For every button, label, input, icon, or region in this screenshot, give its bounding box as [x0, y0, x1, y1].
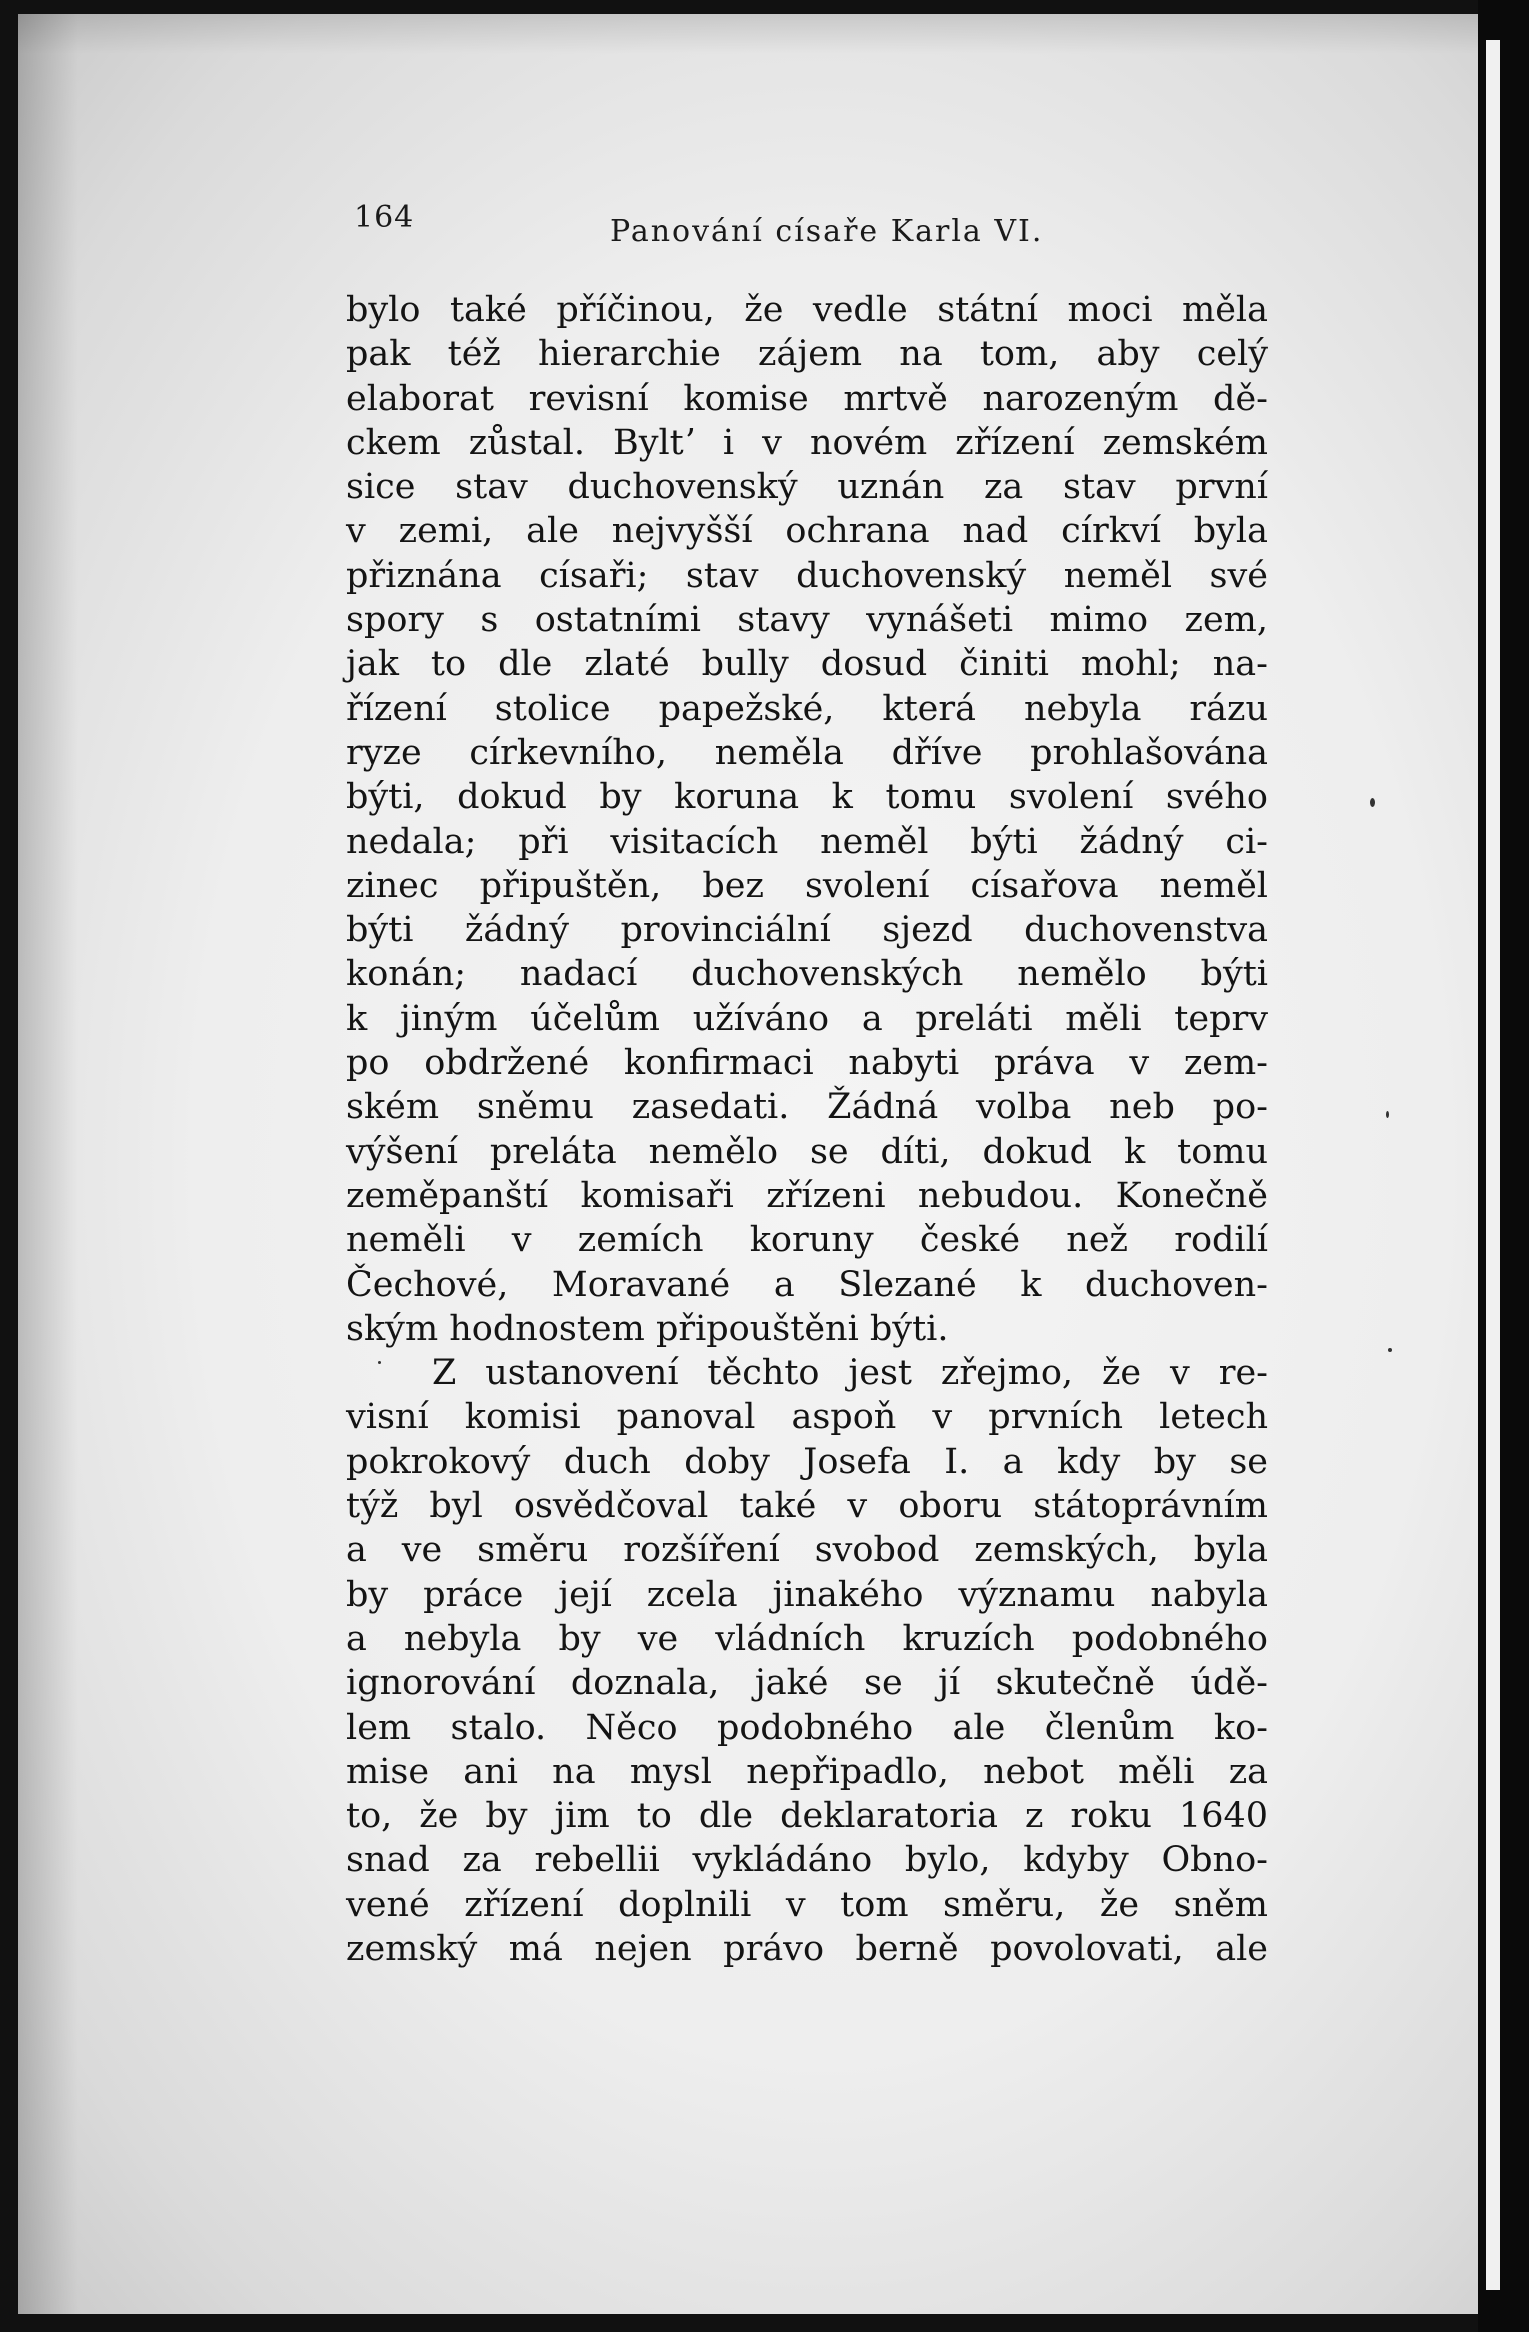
text-line: ryze církevního, neměla dříve prohlašována — [346, 732, 1268, 773]
text-line: nedala; při visitacích neměl býti žádný ci- — [346, 821, 1268, 862]
text-line: zeměpanští komisaři zřízeni nebudou. Konečně — [346, 1175, 1268, 1216]
text-line: mise ani na mysl nepřipadlo, nebot měli za — [346, 1751, 1268, 1792]
text-line: ckem zůstal. Byltʼ i v novém zřízení zemském — [346, 422, 1268, 463]
text-line: týž byl osvědčoval také v oboru státoprávním — [346, 1486, 1268, 1527]
text-line: ignorování doznala, jaké se jí skutečně údě- — [346, 1663, 1268, 1704]
running-head — [340, 200, 1280, 260]
text-line: řízení stolice papežské, která nebyla rázu — [346, 688, 1268, 729]
text-line: ském sněmu zasedati. Žádná volba neb po- — [346, 1087, 1268, 1128]
text-line: vené zřízení doplnili v tom směru, že sněm — [346, 1884, 1268, 1925]
dust-speck — [1388, 1348, 1392, 1352]
next-page-edge — [1478, 0, 1529, 2332]
text-line: a nebyla by ve vládních kruzích podobného — [346, 1618, 1268, 1659]
dust-speck — [1386, 1111, 1389, 1118]
text-line: zemský má nejen právo berně povolovati, ale — [346, 1928, 1268, 1969]
next-page-strip — [1486, 40, 1500, 2290]
text-line: by práce její zcela jinakého významu nabyla — [346, 1574, 1268, 1615]
text-line: neměli v zemích koruny české než rodilí — [346, 1220, 1268, 1261]
paragraph-last-line: ským hodnostem připouštěni býti. — [346, 1308, 949, 1349]
dust-speck — [1370, 798, 1375, 807]
text-line: konán; nadací duchovenských nemělo býti — [346, 954, 1268, 995]
text-line: v zemi, ale nejvyšší ochrana nad církví byla — [346, 511, 1268, 552]
text-line: bylo také příčinou, že vedle státní moci měla — [346, 290, 1268, 330]
text-line: pokrokový duch doby Josefa I. a kdy by se — [346, 1441, 1268, 1482]
text-line: po obdržené konfirmaci nabyti práva v zem- — [346, 1043, 1268, 1084]
text-line: k jiným účelům užíváno a preláti měli teprv — [346, 998, 1268, 1039]
text-line: jak to dle zlaté bully dosud činiti mohl; na- — [346, 644, 1268, 685]
body-text — [346, 288, 1268, 1971]
text-line: býti žádný provinciální sjezd duchovenstva — [346, 910, 1268, 951]
text-line: spory s ostatními stavy vynášeti mimo zem, — [346, 600, 1268, 641]
text-line: visní komisi panoval aspoň v prvních letech — [346, 1397, 1268, 1438]
text-line: elaborat revisní komise mrtvě narozeným dě- — [346, 378, 1268, 419]
text-line: přiznána císaři; stav duchovenský neměl své — [346, 555, 1268, 596]
paragraph-first-line: Z ustanovení těchto jest zřejmo, že v re- — [432, 1353, 1268, 1394]
running-title: Panování císaře Karla VI. — [610, 214, 1044, 249]
page-number: 164 — [354, 200, 415, 235]
text-line: lem stalo. Něco podobného ale členům ko- — [346, 1707, 1268, 1748]
text-line: to, že by jim to dle deklaratoria z roku 1640 — [346, 1796, 1268, 1837]
text-line: pak též hierarchie zájem na tom, aby celý — [346, 334, 1268, 375]
text-line: výšení preláta nemělo se díti, dokud k tomu — [346, 1131, 1268, 1172]
text-line: býti, dokud by koruna k tomu svolení svého — [346, 777, 1268, 818]
text-line: sice stav duchovenský uznán za stav první — [346, 467, 1268, 508]
text-line: a ve směru rozšíření svobod zemských, byla — [346, 1530, 1268, 1571]
text-line: Čechové, Moravané a Slezané k duchoven- — [346, 1264, 1268, 1305]
text-line: zinec připuštěn, bez svolení císařova neměl — [346, 865, 1268, 906]
text-line: snad za rebellii vykládáno bylo, kdyby Obno- — [346, 1840, 1268, 1881]
